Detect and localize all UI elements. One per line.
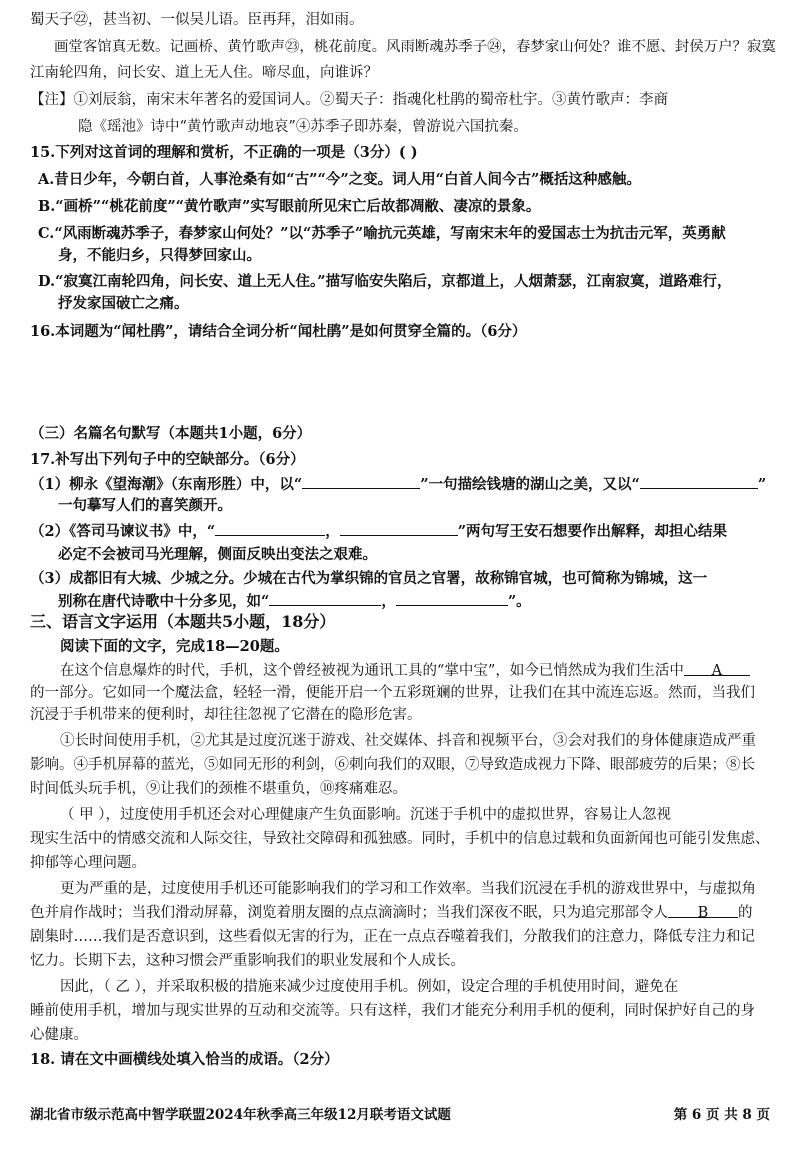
passage-p4-line4: 忆力。长期下去，这种习惯会严重影响我们的职业发展和个人成长。 [30, 953, 465, 969]
q17-item-1-line2: 一句摹写人们的喜笑颜开。 [58, 497, 232, 514]
footer-page-number: 第 6 页 共 8 页 [673, 1107, 770, 1123]
passage-p4-text-end: 的 [738, 905, 753, 921]
q15-option-d-line1: D.“寂寞江南轮四角，问长安、道上无人住。”描写临安失陷后，京都道上，人烟萧瑟，江南寂寞，道路难行， [38, 273, 732, 290]
q17-item-3-text-c: ”。 [507, 593, 531, 610]
q17-blank-4[interactable] [340, 521, 458, 536]
q16-stem: 16.本词题为“闻杜鹃”，请结合全词分析“闻杜鹃”是如何贯穿全篇的。（6分） [30, 323, 527, 340]
passage-p1-line1 [60, 661, 750, 681]
passage-p4-line3: 剧集时……我们是否意识到，这些看似无害的行为，正在一点点吞噬着我们，分散我们的注意力，降低专注力和记 [30, 929, 755, 945]
q17-item-1-text-a: （1）柳永《望海潮》（东南形胜）中，以“ [30, 476, 303, 493]
q17-blank-5[interactable] [269, 591, 381, 606]
q17-item-1-text-b: ”一句描绘钱塘的湖山之美，又以“ [420, 476, 640, 493]
poem-note-2: 隐《瑶池》诗中“黄竹歌声动地哀”④苏季子即苏秦，曾游说六国抗秦。 [78, 119, 528, 135]
q15-option-b: B.“画桥”“桃花前度”“黄竹歌声”实写眼前所见宋亡后故都凋敝、凄凉的景象。 [38, 198, 541, 215]
passage-p3-line3: 抑郁等心理问题。 [30, 855, 146, 871]
poem-line-3: 江南轮四角，问长安、道上无人住。啼尽血，向谁诉？ [30, 65, 378, 81]
passage-p1-line3: 沉浸于手机带来的便利时，却往往忽视了它潜在的隐形危害。 [30, 707, 422, 723]
passage-p2-line1: ①长时间使用手机，②尤其是过度沉迷于游戏、社交媒体、抖音和视频平台，③会对我们的身体健康造成严重 [60, 733, 756, 749]
passage-p4-line2 [30, 903, 753, 923]
passage-p1-line2: 的一部分。它如同一个魔法盒，轻轻一滑，便能开启一个五彩斑斓的世界，让我们在其中流连忘返。然而，当我们 [30, 685, 755, 701]
q17-blank-6[interactable] [396, 591, 508, 606]
passage-p3-line1: （ 甲 ），过度使用手机还会对心理健康产生负面影响。沉迷于手机中的虚拟世界，容易让人忽视 [60, 807, 671, 823]
blank-b-mark: B [697, 905, 709, 921]
q17-item-3-line2 [58, 591, 531, 612]
q18-stem: 18. 请在文中画横线处填入恰当的成语。（2分） [30, 1051, 339, 1068]
q17-item-2-text-a: （2）《答司马谏议书》中，“ [30, 523, 216, 540]
q17-blank-2[interactable] [640, 474, 758, 489]
passage-p4-line1: 更为严重的是，过度使用手机还可能影响我们的学习和工作效率。当我们沉浸在手机的游戏世界中，与虚拟角 [60, 881, 756, 897]
blank-a[interactable] [684, 661, 750, 679]
passage-p5-line2: 睡前使用手机，增加与现实世界的互动和交流等。只有这样，我们才能充分利用手机的便利，同时保护好自己的身 [30, 1003, 755, 1019]
q17-blank-1[interactable] [302, 474, 420, 489]
blank-a-mark: A [711, 663, 723, 679]
passage-p4-text: 色并肩作战时；当我们滑动屏幕，浏览着朋友圈的点点滴滴时；当我们深夜不眠，只为追完那部令人 [30, 905, 668, 921]
q15-option-a: A.昔日少年，今朝白首，人事沧桑有如“古”“今”之变。词人用“白首人间今古”概括这种感触。 [38, 171, 641, 188]
q15-option-d-line2: 抒发家国破亡之痛。 [58, 295, 189, 312]
poem-line-1: 蜀天子㉒，甚当初、一似吴儿语。臣再拜，泪如雨。 [30, 12, 364, 28]
passage-p5-line3: 心健康。 [30, 1027, 88, 1043]
poem-note-1: 【注】①刘辰翁，南宋末年著名的爱国词人。②蜀天子：指魂化杜鹃的蜀帝杜宇。③黄竹歌声：李商 [30, 92, 668, 108]
passage-p3-line2: 现实生活中的情感交流和人际交往，导致社交障碍和孤独感。同时，手机中的信息过载和负面新闻也可能引发焦虑、 [30, 831, 770, 847]
q17-blank-3[interactable] [215, 521, 325, 536]
passage-p5-line1: 因此，（ 乙 ），并采取积极的措施来减少过度使用手机。例如，设定合理的手机使用时间，避免在 [60, 979, 679, 995]
q15-option-c-line2: 身，不能归乡，只得梦回家山。 [58, 247, 261, 264]
q17-item-1-line1 [30, 474, 766, 495]
q17-item-2-line2: 必定不会被司马光理解，侧面反映出变法之艰难。 [58, 546, 377, 563]
q15-option-c-line1: C.“风雨断魂苏季子，春梦家山何处？”以“苏季子”喻抗元英雄，写南宋末年的爱国志士为抗击元军，英勇献 [38, 225, 726, 242]
part3-heading: （三）名篇名句默写（本题共1小题，6分） [30, 425, 312, 442]
q17-item-1-text-c: ” [757, 476, 767, 493]
q17-item-3-text-a: 别称在唐代诗歌中十分多见，如“ [58, 593, 270, 610]
passage-p2-line3: 时间低头玩手机，⑨让我们的颈椎不堪重负，⑩疼痛难忍。 [30, 781, 407, 797]
section3-heading: 三、语言文字运用（本题共5小题，18分） [30, 612, 336, 631]
poem-line-2: 画堂客馆真无数。记画桥、黄竹歌声㉓，桃花前度。风雨断魂苏季子㉔，春梦家山何处？谁不愿、封侯万户？寂寞 [54, 39, 776, 55]
blank-b[interactable] [668, 903, 738, 921]
q17-item-2-line1 [30, 521, 727, 542]
passage-p2-line2: 影响。④手机屏幕的蓝光，⑤如同无形的利剑，⑥刺向我们的双眼，⑦导致造成视力下降、眼部疲劳的后果；⑧长 [30, 757, 755, 773]
q17-item-3-text-b: ， [381, 593, 396, 610]
section3-intro: 阅读下面的文字，完成18—20题。 [60, 638, 289, 655]
passage-p1-text: 在这个信息爆炸的时代，手机，这个曾经被视为通讯工具的“掌中宝”，如今已悄然成为我们生活中 [60, 663, 684, 679]
q17-item-3-line1: （3）成都旧有大城、少城之分。少城在古代为掌织锦的官员之官署，故称锦官城，也可简称为锦城，这一 [30, 570, 708, 587]
q15-stem: 15.下列对这首词的理解和赏析，不正确的一项是（3分）( ) [30, 144, 418, 161]
q17-item-2-text-b: ， [325, 523, 340, 540]
q17-item-2-text-c: ”两句写王安石想要作出解释，却担心结果 [457, 523, 728, 540]
footer-exam-title: 湖北省市级示范高中智学联盟2024年秋季高三年级12月联考语文试题 [30, 1107, 451, 1123]
q17-stem: 17.补写出下列句子中的空缺部分。（6分） [30, 451, 305, 468]
